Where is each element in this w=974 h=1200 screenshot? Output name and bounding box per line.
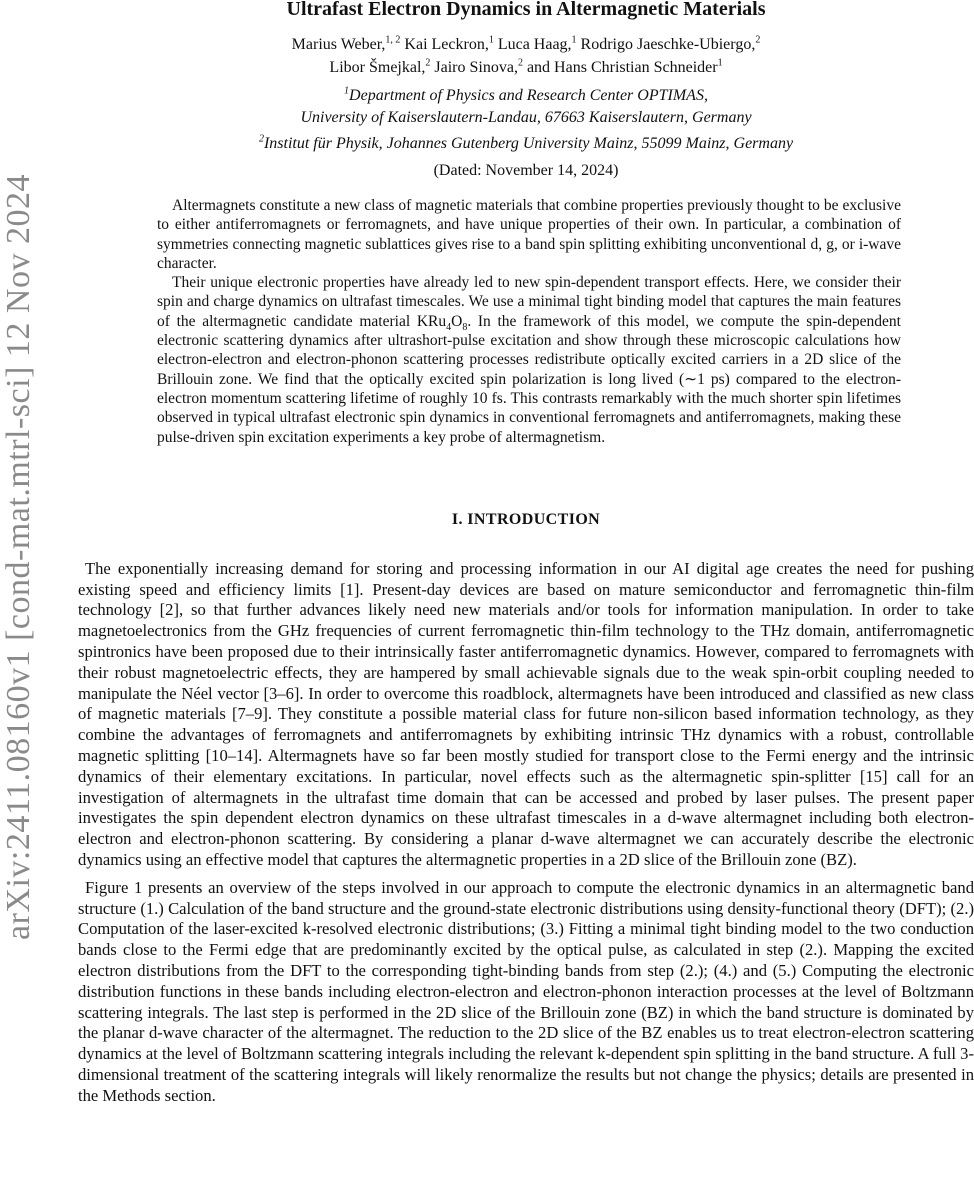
arxiv-identifier-stamp: arXiv:2411.08160v1 [cond-mat.mtrl-sci] 12 Nov 2024	[0, 174, 37, 940]
author-affiliation-mark: 1	[717, 57, 723, 69]
author-affiliation-mark: 1	[571, 34, 577, 46]
author-name: Kai Leckron,	[404, 36, 489, 53]
affiliation-line: Department of Physics and Research Center OPTIMAS,	[349, 87, 708, 104]
body-paragraph: Figure 1 presents an overview of the steps involved in our approach to compute the electronic dynamics in an altermagnetic band structure (1.) Calculation of the band structure and the ground-state electronic distributions using density-functional theory (DFT); (2.) Computation of the laser-excited k-resolved electronic distributions; (3.) Fitting a minimal tight binding model to the two conduction bands close to the Fermi edge that are predominantly excited by the optical pulse, as calculated in step (2.). Mapping the excited electron distributions from the DFT to the corresponding tight-binding bands from step (2.); (4.) and (5.) Computing the electronic distribution functions in these bands including electron-electron and electron-phonon interaction processes at the level of Boltzmann scattering integrals. The last step is performed in the 2D slice of the Brillouin zone (BZ) in which the band structure is dominated by the planar d-wave character of the altermagnet. The reduction to the 2D slice of the BZ enables us to treat electron-electron scattering dynamics at the level of Boltzmann scattering integrals including the relevant k-dependent spin splitting in the band structure. A full 3-dimensional treatment of the scattering integrals will likely renormalize the results but not change the physics; details are presented in the Methods section.	[78, 877, 974, 1105]
author-affiliation-mark: 2	[425, 57, 431, 69]
abstract-paragraph: Altermagnets constitute a new class of magnetic materials that combine properties previously thought to be exclusive to either antiferromagnets or ferromagnets, and have unique properties of their own. In particular, a combination of symmetries connecting magnetic sublattices gives rise to a band spin splitting exhibiting unconventional d, g, or i-wave character.	[157, 197, 901, 272]
author-list	[78, 33, 974, 79]
paper-title: Ultrafast Electron Dynamics in Altermagnetic Materials	[286, 0, 766, 20]
abstract-paragraph: Their unique electronic properties have already led to new spin-dependent transport effects. Here, we consider their spin and charge dynamics on ultrafast timescales. We use a minimal tight binding model that captures the main features of the altermagnetic candidate material $KRu_4O_8$. In the framework of this model, we compute the spin-dependent electronic scattering dynamics after ultrashort-pulse excitation and show through these microscopic calculations how electron-electron and electron-phonon scattering processes redistribute optically excited carriers in a 2D slice of the Brillouin zone. We find that the optically excited spin polarization is long lived (∼1 ps) compared to the electron-electron momentum scattering lifetime of roughly 10 fs. This contrasts remarkably with the much shorter spin lifetimes observed in typical ultrafast electronic spin dynamics in conventional ferromagnets and antiferromagnets, making these pulse-driven spin excitation experiments a key probe of altermagnetism.	[157, 274, 901, 446]
affiliation-mark: 2	[258, 133, 264, 145]
affiliation-2	[78, 133, 974, 155]
abstract	[157, 196, 901, 447]
author-name: Rodrigo Jaeschke-Ubiergo,	[580, 36, 756, 53]
author-name: Libor Šmejkal,	[329, 59, 426, 76]
author-name: and Hans Christian Schneider	[526, 59, 718, 76]
body-paragraph: The exponentially increasing demand for storing and processing information in our AI digital age creates the need for pushing existing speed and efficiency limits [1]. Present-day devices are based on mature semiconductor and ferromagnetic thin-film technology [2], so that further advances likely need new materials and/or tools for information manipulation. In order to take magnetoelectronics from the GHz frequencies of current ferromagnetic thin-film technology to the THz domain, antiferromagnetic spintronics have been proposed due to their intrinsically faster antiferromagnetic dynamics. However, compared to ferromagnets with their robust magnetoelectric effects, they are hampered by small achievable signals due to the weak spin-orbit coupling needed to manipulate the Néel vector [3–6]. In order to overcome this roadblock, altermagnets have been introduced and classified as new class of magnetic materials [7–9]. They constitute a possible material class for future non-silicon based information technology, as they combine the advantages of ferromagnets and antiferromagnets by exhibiting intrinsic THz dynamics with a robust, controllable magnetic splitting [10–14]. Altermagnets have so far been mostly studied for transport close to the Fermi energy and the intrinsic dynamics of their elementary excitations. In particular, novel effects such as the altermagnetic spin-splitter [15] call for an investigation of altermagnets in the ultrafast time domain that can be accessed and probed by laser pulses. The present paper investigates the spin dependent electron dynamics on these ultrafast timescales in a d-wave altermagnet including both electron-electron and electron-phonon scattering. By considering a planar d-wave altermagnet we can accurately describe the electronic dynamics using an effective model that captures the altermagnetic properties in a 2D slice of the Brillouin zone (BZ).	[78, 558, 974, 870]
author-affiliation-mark: 2	[517, 57, 523, 69]
affiliation-line: University of Kaiserslautern-Landau, 67663 Kaiserslautern, Germany	[300, 109, 752, 126]
author-name: Luca Haag,	[497, 36, 572, 53]
author-name: Jairo Sinova,	[434, 59, 518, 76]
author-affiliation-mark: 2	[755, 34, 761, 46]
body-text	[78, 559, 974, 1107]
author-affiliation-mark: 1, 2	[385, 34, 401, 46]
affiliation-mark: 1	[344, 85, 350, 97]
author-affiliation-mark: 1	[488, 34, 494, 46]
author-name: Marius Weber,	[291, 36, 386, 53]
paper-page	[78, 0, 974, 1114]
affiliation-line: Institut für Physik, Johannes Gutenberg University Mainz, 55099 Mainz, Germany	[263, 135, 794, 152]
dated-line: (Dated: November 14, 2024)	[433, 162, 619, 179]
affiliation-1	[78, 85, 974, 129]
section-heading-introduction: I. INTRODUCTION	[451, 510, 601, 528]
